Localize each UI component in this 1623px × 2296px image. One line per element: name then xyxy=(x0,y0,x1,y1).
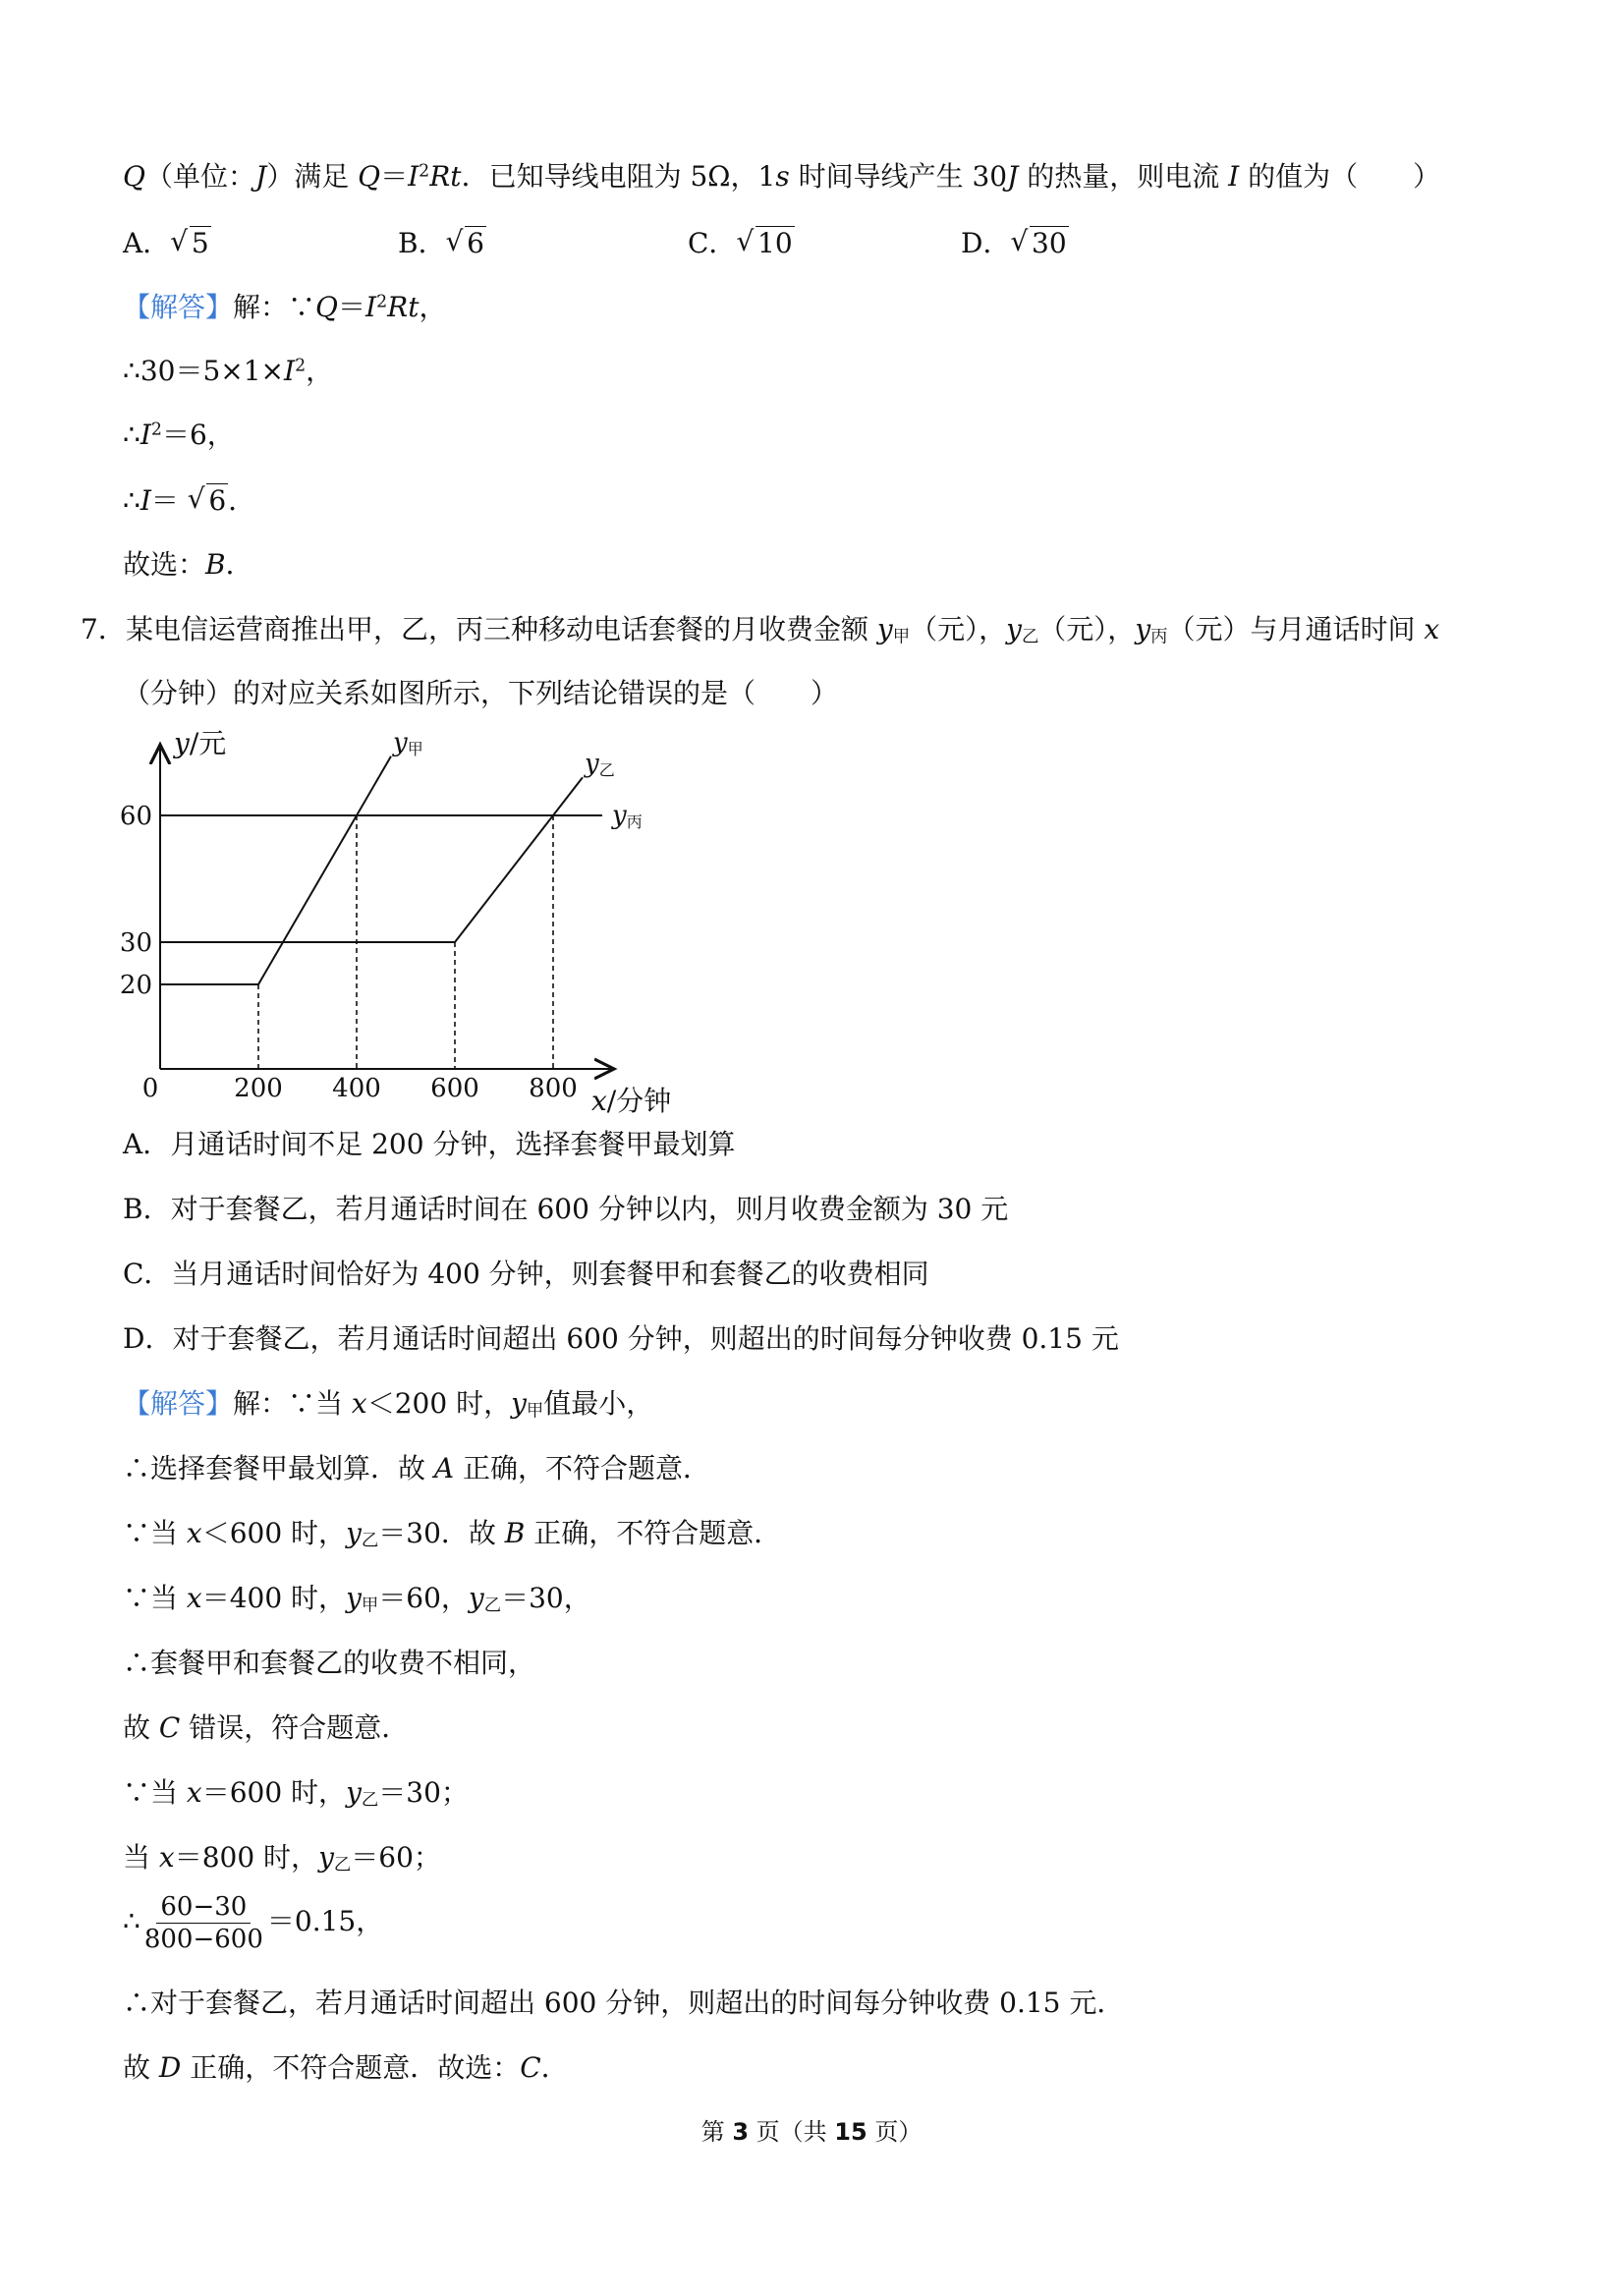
q6-answer-line-2 xyxy=(123,352,333,391)
footer-page-number: 3 xyxy=(732,2118,750,2146)
q7-stem-sub-yi: 乙 xyxy=(1021,627,1039,647)
q7-l4-y2: y xyxy=(468,1582,484,1614)
q6-a2-i: I xyxy=(284,355,296,387)
q6-a4-sqrt xyxy=(188,481,228,521)
series-line-2 xyxy=(160,777,583,942)
q6-a3-end: ＝6， xyxy=(161,419,235,451)
q6-formula-q: Q xyxy=(358,160,381,193)
q7-answer-line-1 xyxy=(123,1384,653,1430)
q7-l3-c: ＝30．故 xyxy=(378,1517,505,1549)
q6-rest4: 的值为（ ） xyxy=(1239,160,1441,193)
q6-option-c-sqrt xyxy=(736,224,794,263)
q7-l8-x: x xyxy=(158,1841,175,1874)
q7-answer-line-5: ∴套餐甲和套餐乙的收费不相同， xyxy=(123,1647,536,1679)
q7-l11-c: ． xyxy=(540,2051,569,2084)
q6-option-c-label: C． xyxy=(688,227,737,259)
q7-stem-yuan3: （元）与月通话时间 xyxy=(1167,613,1425,645)
q6-option-c-radicand: 10 xyxy=(757,227,793,259)
q7-l7-y: y xyxy=(346,1776,362,1809)
q7-l2-a: ∴选择套餐甲最划算．故 xyxy=(123,1452,434,1484)
q7-l7-c: ＝30； xyxy=(378,1776,469,1809)
q7-option-b: B．对于套餐乙，若月通话时间在 600 分钟以内，则月收费金额为 30 元 xyxy=(123,1193,1009,1225)
series-label-1: y甲 xyxy=(393,727,423,758)
q6-a2-sup: 2 xyxy=(295,356,307,376)
q6-a1-q: Q xyxy=(315,291,338,323)
q7-answer-line-7 xyxy=(123,1773,469,1820)
q7-answer-tag: 【解答】 xyxy=(123,1387,234,1420)
q7-stem-y3: y xyxy=(1135,613,1151,645)
q7-l9-pre: ∴ xyxy=(123,1905,140,1937)
q6-a4-radicand: 6 xyxy=(208,484,227,517)
q6-a3-pre: ∴ xyxy=(123,419,140,451)
q7-l2-A: A xyxy=(433,1452,455,1484)
q7-stem-line-2: （分钟）的对应关系如图所示，下列结论错误的是（ ） xyxy=(123,677,839,709)
q6-rest: ．已知导线电阻为 5Ω，1 xyxy=(461,160,776,193)
q6-option-d xyxy=(961,224,1069,263)
q6-stem xyxy=(123,157,1440,196)
y-axis-label: y/元 xyxy=(174,727,227,759)
q7-l4-a: ∵当 xyxy=(123,1582,187,1614)
q6-formula-sup: 2 xyxy=(419,161,430,182)
q7-l4-c: ＝60， xyxy=(378,1582,469,1614)
q7-answer-line-10: ∴对于套餐乙，若月通话时间超出 600 分钟，则超出的时间每分钟收费 0.15 元． xyxy=(123,1987,1125,2019)
q7-l6-C: C xyxy=(158,1711,181,1744)
q7-l4-sub2: 乙 xyxy=(483,1596,502,1616)
footer-post: 页） xyxy=(867,2118,923,2146)
q6-a1-eq: ＝ xyxy=(338,291,366,323)
q6-formula-rt: Rt xyxy=(429,160,462,193)
q7-answer-line-9 xyxy=(123,1891,383,1955)
q7-stem-sub-bing: 丙 xyxy=(1150,627,1168,647)
q7-l1-x: x xyxy=(351,1387,367,1420)
q7-l4-y: y xyxy=(346,1582,362,1614)
q7-l9-end: ＝0.15， xyxy=(266,1905,384,1937)
q6-option-b xyxy=(398,224,486,263)
q6-a4-end: ． xyxy=(228,484,256,517)
x-tick-label-800: 800 xyxy=(529,1074,578,1103)
y-tick-label-60: 60 xyxy=(119,802,152,831)
q6-answer-tag: 【解答】 xyxy=(123,291,234,323)
q6-answer-line-1 xyxy=(123,288,446,327)
footer-mid: 页（共 xyxy=(749,2118,835,2146)
q7-stem-yuan1: （元）， xyxy=(910,613,1007,645)
q6-a4-i: I xyxy=(140,484,151,517)
q7-l6-b: 错误，符合题意． xyxy=(180,1711,410,1744)
q7-stem-y2: y xyxy=(1006,613,1022,645)
q6-a4-pre: ∴ xyxy=(123,484,140,517)
q6-a1-end: ， xyxy=(419,291,447,323)
q7-l1-y: y xyxy=(511,1387,527,1420)
q6-rest2: 时间导线产生 30 xyxy=(789,160,1008,193)
q7-stem-x: x xyxy=(1424,613,1440,645)
q7-l7-a: ∵当 xyxy=(123,1776,187,1809)
q6-a2-end: ， xyxy=(306,355,334,387)
q6-a5-end: ． xyxy=(225,548,253,581)
q7-l9-denominator: 800−600 xyxy=(143,1925,263,1954)
q7-l3-B: B xyxy=(504,1517,526,1549)
q7-l6-a: 故 xyxy=(123,1711,159,1744)
x-tick-label-200: 200 xyxy=(234,1074,283,1103)
q6-a5-pre: 故选： xyxy=(123,548,206,581)
q7-l1-sub: 甲 xyxy=(526,1401,544,1422)
q7-stem-line-1 xyxy=(126,610,1439,656)
q7-l3-x: x xyxy=(186,1517,202,1549)
footer-pre: 第 xyxy=(700,2118,733,2146)
q7-option-c: C．当月通话时间恰好为 400 分钟，则套餐甲和套餐乙的收费相同 xyxy=(123,1258,929,1290)
q6-answer-line-4 xyxy=(123,481,255,521)
q6-s: s xyxy=(775,160,790,193)
q6-i2: I xyxy=(1228,160,1240,193)
x-tick-label-600: 600 xyxy=(430,1074,479,1103)
q7-answer-line-4 xyxy=(123,1579,591,1625)
q7-l9-fraction xyxy=(140,1891,267,1955)
q6-mid-text: ）满足 xyxy=(266,160,359,193)
q7-l8-b: ＝800 时， xyxy=(174,1841,319,1874)
q6-a3-sup: 2 xyxy=(150,420,162,440)
q7-l3-b: ＜600 时， xyxy=(201,1517,347,1549)
q6-option-b-sqrt xyxy=(446,224,486,263)
q7-l8-c: ＝60； xyxy=(351,1841,441,1874)
q7-l11-b: 正确，不符合题意．故选： xyxy=(181,2051,521,2084)
q6-option-a xyxy=(123,224,211,263)
series-label-2: y乙 xyxy=(585,749,615,780)
q7-answer-line-3 xyxy=(123,1514,781,1560)
q7-l2-b: 正确，不符合题意． xyxy=(454,1452,711,1484)
q6-a4-eq: ＝ xyxy=(150,484,188,517)
page-footer xyxy=(0,2112,1623,2147)
q6-answer-line-5 xyxy=(123,545,253,585)
x-tick-label-400: 400 xyxy=(332,1074,381,1103)
q7-l4-b: ＝400 时， xyxy=(201,1582,347,1614)
q7-stem-y1: y xyxy=(876,613,893,645)
q6-formula-i: I xyxy=(408,160,420,193)
q7-l8-y: y xyxy=(318,1841,334,1874)
q7-answer-line-11 xyxy=(123,2048,569,2088)
q7-l8-sub: 乙 xyxy=(333,1855,352,1876)
q6-j2: J xyxy=(1007,160,1019,193)
q7-l11-C: C xyxy=(520,2051,541,2084)
q7-answer-line-2 xyxy=(123,1449,710,1488)
x-axis-label: x/分钟 xyxy=(591,1085,672,1117)
q6-unit-text: （单位： xyxy=(144,160,255,193)
q6-formula-eq: ＝ xyxy=(380,160,409,193)
q6-a3-i: I xyxy=(140,419,151,451)
footer-total-pages: 15 xyxy=(834,2118,867,2146)
q7-answer-line-6 xyxy=(123,1708,409,1748)
q7-option-d: D．对于套餐乙，若月通话时间超出 600 分钟，则超出的时间每分钟收费 0.15 元 xyxy=(123,1322,1119,1355)
q6-option-a-label: A． xyxy=(123,227,171,259)
q6-rest3: 的热量，则电流 xyxy=(1018,160,1229,193)
q7-chart xyxy=(118,725,727,1128)
q7-l3-sub: 乙 xyxy=(361,1531,379,1551)
q7-l4-d: ＝30， xyxy=(501,1582,591,1614)
q7-l8-a: 当 xyxy=(123,1841,159,1874)
q6-a5-b: B xyxy=(205,548,226,581)
q7-l11-D: D xyxy=(158,2051,182,2084)
q7-l4-sub: 甲 xyxy=(361,1596,379,1616)
q6-answer-line-3 xyxy=(123,416,235,455)
q7-l1-a: 解：∵当 xyxy=(233,1387,352,1420)
q7-l1-c: 值最小， xyxy=(543,1387,654,1420)
y-tick-label-20: 20 xyxy=(119,971,152,1000)
q7-l11-a: 故 xyxy=(123,2051,159,2084)
q7-l3-a: ∵当 xyxy=(123,1517,187,1549)
q7-l4-x: x xyxy=(186,1582,202,1614)
y-tick-label-30: 30 xyxy=(119,928,152,958)
q6-a1-i: I xyxy=(365,291,377,323)
q7-l7-sub: 乙 xyxy=(361,1790,379,1811)
q7-number: 7． xyxy=(81,613,126,645)
q6-a1-rt: Rt xyxy=(387,291,420,323)
q6-unit-j: J xyxy=(254,160,267,193)
q7-l3-d: 正确，不符合题意． xyxy=(525,1517,782,1549)
q7-l1-b: ＜200 时， xyxy=(366,1387,512,1420)
q6-option-d-sqrt xyxy=(1010,224,1068,263)
q6-a1-sup: 2 xyxy=(376,292,388,312)
q6-option-c xyxy=(688,224,795,263)
origin-label: 0 xyxy=(141,1074,159,1103)
q6-option-d-label: D． xyxy=(961,227,1011,259)
q7-l7-b: ＝600 时， xyxy=(201,1776,347,1809)
q7-answer-line-8 xyxy=(123,1838,441,1884)
q7-stem-text: 某电信运营商推出甲，乙，丙三种移动电话套餐的月收费金额 xyxy=(126,613,877,645)
q7-l3-y: y xyxy=(346,1517,362,1549)
q7-l9-numerator: 60−30 xyxy=(156,1891,251,1924)
q6-option-b-label: B． xyxy=(398,227,446,259)
series-label-3: y丙 xyxy=(612,801,643,831)
q7-l7-x: x xyxy=(186,1776,202,1809)
q7-option-a: A．月通话时间不足 200 分钟，选择套餐甲最划算 xyxy=(123,1128,736,1160)
q6-a2-pre: ∴30＝5×1× xyxy=(123,355,284,387)
q6-option-a-radicand: 5 xyxy=(191,227,209,259)
q6-option-a-sqrt xyxy=(170,224,210,263)
q7-stem-sub-jia: 甲 xyxy=(892,627,911,647)
q6-answer-intro: 解：∵ xyxy=(233,291,316,323)
q6-option-d-radicand: 30 xyxy=(1032,227,1067,259)
q7-stem-yuan2: （元）， xyxy=(1038,613,1136,645)
q6-q-var: Q xyxy=(123,160,145,193)
q6-option-b-radicand: 6 xyxy=(467,227,484,259)
